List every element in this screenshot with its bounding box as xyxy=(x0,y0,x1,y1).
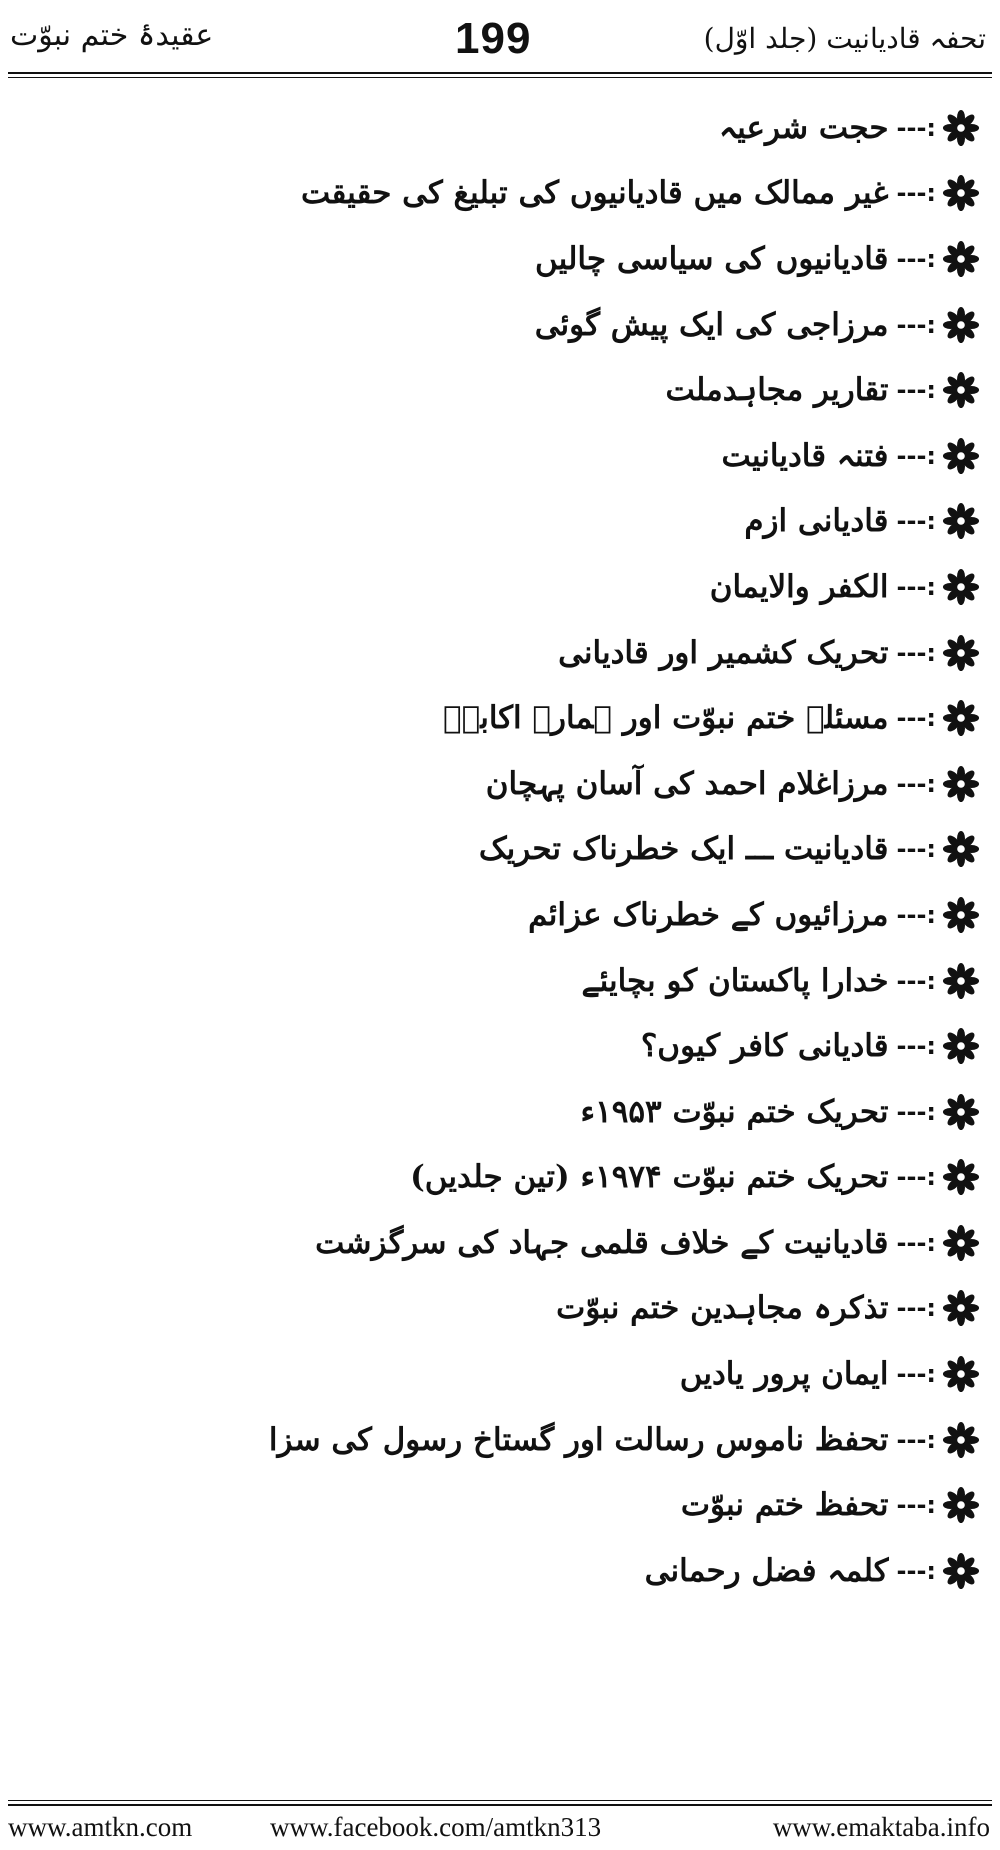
header-right-title: تحفہ قادیانیت (جلد اوّل) xyxy=(703,22,986,55)
book-title: الکفر والایمان xyxy=(709,568,889,605)
list-item xyxy=(380,948,980,1014)
list-item xyxy=(380,685,980,751)
book-title: مرزاغلام احمد کی آسان پہچان xyxy=(485,765,889,802)
footer-link-amtkn[interactable]: www.amtkn.com xyxy=(8,1812,193,1842)
asterisk-flower-icon xyxy=(942,371,980,409)
list-item xyxy=(380,1472,980,1538)
list-item xyxy=(380,1013,980,1079)
list-item xyxy=(380,620,980,686)
book-title: کلمہ فضل رحمانی xyxy=(644,1552,889,1589)
asterisk-flower-icon xyxy=(942,1158,980,1196)
page-number: 199 xyxy=(455,14,532,63)
book-title: تحریک کشمیر اور قادیانی xyxy=(558,634,889,671)
asterisk-flower-icon xyxy=(942,1289,980,1327)
list-marker: :--- xyxy=(896,507,936,536)
list-marker: :--- xyxy=(896,835,936,864)
book-title: قادیانیوں کی سیاسی چالیں xyxy=(535,240,889,277)
asterisk-flower-icon xyxy=(942,1421,980,1459)
list-marker: :--- xyxy=(896,1556,936,1585)
book-title: غیر ممالک میں قادیانیوں کی تبلیغ کی حقیقت xyxy=(301,175,889,212)
asterisk-flower-icon xyxy=(942,830,980,868)
list-marker: :--- xyxy=(896,1491,936,1520)
book-title: مرزائیوں کے خطرناک عزائم xyxy=(528,896,889,933)
asterisk-flower-icon xyxy=(942,306,980,344)
asterisk-flower-icon xyxy=(942,634,980,672)
list-marker: :--- xyxy=(896,1360,936,1389)
list-item xyxy=(380,1145,980,1211)
asterisk-flower-icon xyxy=(942,1355,980,1393)
footer-rule-thin xyxy=(8,1800,992,1801)
asterisk-flower-icon xyxy=(942,109,980,147)
list-item xyxy=(380,1276,980,1342)
book-title: مرزاجی کی ایک پیش گوئی xyxy=(534,306,889,343)
book-title: قادیانی ازم xyxy=(744,503,889,540)
asterisk-flower-icon xyxy=(942,1093,980,1131)
book-title-list xyxy=(268,95,980,1604)
asterisk-flower-icon xyxy=(942,1552,980,1590)
asterisk-flower-icon xyxy=(942,699,980,737)
list-item xyxy=(380,95,980,161)
list-item xyxy=(380,1079,980,1145)
list-marker: :--- xyxy=(896,704,936,733)
book-title: حجت شرعیہ xyxy=(719,109,889,146)
list-marker: :--- xyxy=(896,1163,936,1192)
list-marker: :--- xyxy=(896,1294,936,1323)
list-item xyxy=(380,1538,980,1604)
list-marker: :--- xyxy=(896,244,936,273)
page-header xyxy=(0,0,1000,80)
list-marker: :--- xyxy=(896,179,936,208)
book-title: فتنہ قادیانیت xyxy=(721,437,889,474)
list-marker: :--- xyxy=(896,441,936,470)
list-marker: :--- xyxy=(896,1097,936,1126)
book-title: مسئلہ ختم نبوّت اور ہمارے اکابرؒ xyxy=(442,700,889,737)
page-footer xyxy=(0,1812,1000,1846)
book-title: قادیانیت ـــ ایک خطرناک تحریک xyxy=(478,831,889,868)
list-marker: :--- xyxy=(896,1228,936,1257)
list-marker: :--- xyxy=(896,1032,936,1061)
book-title: تحفظ ناموس رسالت اور گستاخ رسول کی سزا xyxy=(268,1421,889,1458)
footer-link-emaktaba[interactable]: www.emaktaba.info xyxy=(772,1812,990,1842)
asterisk-flower-icon xyxy=(942,1486,980,1524)
list-item xyxy=(380,882,980,948)
list-item xyxy=(380,1341,980,1407)
list-marker: :--- xyxy=(896,638,936,667)
asterisk-flower-icon xyxy=(942,568,980,606)
list-item xyxy=(301,161,980,227)
book-title: قادیانی کافر کیوں؟ xyxy=(640,1028,889,1065)
book-title: تحفظ ختم نبوّت xyxy=(680,1487,889,1524)
asterisk-flower-icon xyxy=(942,240,980,278)
list-marker: :--- xyxy=(896,572,936,601)
asterisk-flower-icon xyxy=(942,1224,980,1262)
book-title: خدارا پاکستان کو بچایئے xyxy=(581,962,889,999)
asterisk-flower-icon xyxy=(942,437,980,475)
book-title: تقاریر مجاہدملت xyxy=(665,372,889,409)
book-title: قادیانیت کے خلاف قلمی جہاد کی سرگزشت xyxy=(315,1224,889,1261)
list-marker: :--- xyxy=(896,900,936,929)
header-rule xyxy=(8,72,992,74)
asterisk-flower-icon xyxy=(942,1027,980,1065)
asterisk-flower-icon xyxy=(942,896,980,934)
asterisk-flower-icon xyxy=(942,502,980,540)
header-rule-thin xyxy=(8,77,992,78)
list-item xyxy=(380,423,980,489)
list-marker: :--- xyxy=(896,769,936,798)
book-title: تذکرہ مجاہدین ختم نبوّت xyxy=(556,1290,889,1327)
list-marker: :--- xyxy=(896,966,936,995)
asterisk-flower-icon xyxy=(942,174,980,212)
list-item xyxy=(380,292,980,358)
footer-link-facebook[interactable]: www.facebook.com/amtkn313 xyxy=(270,1812,602,1842)
book-title: تحریک ختم نبوّت ۱۹۷۴ء (تین جلدیں) xyxy=(410,1159,889,1196)
list-marker: :--- xyxy=(896,310,936,339)
list-marker: :--- xyxy=(896,376,936,405)
book-title: تحریک ختم نبوّت ۱۹۵۳ء xyxy=(580,1093,889,1130)
list-item xyxy=(268,1407,980,1473)
list-item xyxy=(380,751,980,817)
asterisk-flower-icon xyxy=(942,962,980,1000)
footer-rule xyxy=(8,1804,992,1806)
list-item xyxy=(380,489,980,555)
list-item xyxy=(380,226,980,292)
header-left-title: عقیدۂ ختم نبوّت xyxy=(10,18,214,53)
list-item xyxy=(380,554,980,620)
asterisk-flower-icon xyxy=(942,765,980,803)
book-title: ایمان پرور یادیں xyxy=(679,1356,889,1393)
list-marker: :--- xyxy=(896,1425,936,1454)
list-marker: :--- xyxy=(896,113,936,142)
list-item xyxy=(380,357,980,423)
list-item xyxy=(380,817,980,883)
list-item xyxy=(315,1210,980,1276)
